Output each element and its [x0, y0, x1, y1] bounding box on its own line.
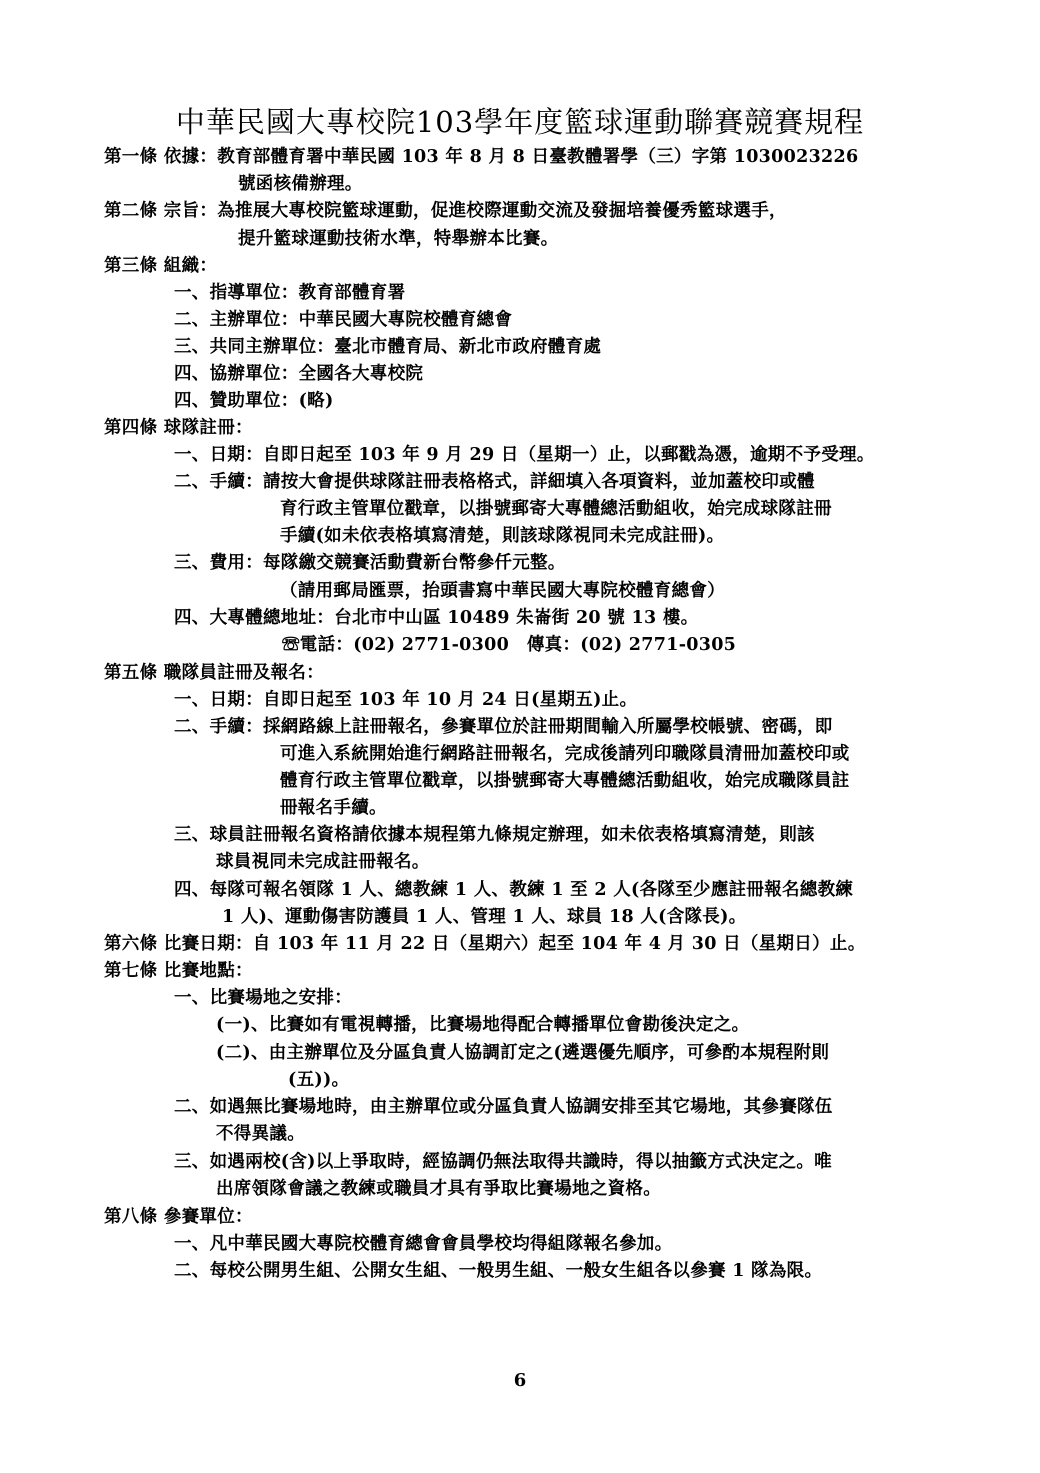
article-1-line-2: 號函核備辦理。 [238, 174, 363, 194]
article-7-item-3-line-2: 出席領隊會議之教練或職員才具有爭取比賽場地之資格。 [216, 1179, 661, 1199]
article-5-item-2-line-1: 二、手續：採網路線上註冊報名，參賽單位於註冊期間輸入所屬學校帳號、密碼，即 [174, 717, 833, 737]
article-4-item-2-line-2: 育行政主管單位戳章，以掛號郵寄大專體總活動組收，始完成球隊註冊 [280, 499, 832, 519]
article-4-item-2-line-3: 手續(如未依表格填寫清楚，則該球隊視同未完成註冊)。 [280, 526, 725, 546]
article-4-item-1: 一、日期：自即日起至 103 年 9 月 29 日（星期一）止，以郵戳為憑，逾期不予受理。 [174, 445, 875, 465]
article-7-item-1: 一、比賽場地之安排： [174, 988, 352, 1008]
article-3-item-3: 三、共同主辦單位：臺北市體育局、新北市政府體育處 [174, 337, 602, 357]
article-8-item-1: 一、凡中華民國大專院校體育總會會員學校均得組隊報名參加。 [174, 1234, 673, 1254]
article-7-item-2-line-1: 二、如遇無比賽場地時，由主辦單位或分區負責人協調安排至其它場地，其參賽隊伍 [174, 1097, 833, 1117]
article-4-item-3-line-2: （請用郵局匯票，抬頭書寫中華民國大專院校體育總會） [280, 581, 725, 601]
article-5-item-3-line-2: 球員視同未完成註冊報名。 [216, 852, 430, 872]
article-3-heading: 第三條 組織： [104, 256, 218, 276]
article-4-item-4-line-2: ☏電話：(02) 2771-0300 傳真：(02) 2771-0305 [282, 635, 737, 655]
article-7-item-1-sub-2-line-2: (五))。 [288, 1070, 350, 1090]
article-5-item-1: 一、日期：自即日起至 103 年 10 月 24 日(星期五)止。 [174, 690, 638, 710]
article-7-item-1-sub-2-line-1: (二)、由主辦單位及分區負責人協調訂定之(遴選優先順序，可參酌本規程附則 [216, 1043, 830, 1063]
article-3-item-1: 一、指導單位：教育部體育署 [174, 283, 406, 303]
article-1-line-1: 第一條 依據：教育部體育署中華民國 103 年 8 月 8 日臺教體署學（三）字第 1030023226 [104, 147, 859, 167]
article-4-item-4-line-1: 四、大專體總地址：台北市中山區 10489 朱崙街 20 號 13 樓。 [174, 608, 699, 628]
article-7-item-2-line-2: 不得異議。 [216, 1124, 305, 1144]
article-3-item-2: 二、主辦單位：中華民國大專院校體育總會 [174, 310, 513, 330]
article-8-item-2: 二、每校公開男生組、公開女生組、一般男生組、一般女生組各以參賽 1 隊為限。 [174, 1261, 823, 1281]
article-2-line-2: 提升籃球運動技術水準，特舉辦本比賽。 [238, 229, 559, 249]
article-5-item-4-line-2: 1 人)、運動傷害防護員 1 人、管理 1 人、球員 18 人(含隊長)。 [222, 907, 747, 927]
article-4-heading: 第四條 球隊註冊： [104, 418, 253, 438]
page-number: 6 [513, 1370, 527, 1391]
article-5-item-3-line-1: 三、球員註冊報名資格請依據本規程第九條規定辦理，如未依表格填寫清楚，則該 [174, 825, 815, 845]
article-5-item-2-line-3: 體育行政主管單位戳章，以掛號郵寄大專體總活動組收，始完成職隊員註 [280, 771, 850, 791]
article-4-item-2-line-1: 二、手續：請按大會提供球隊註冊表格格式，詳細填入各項資料，並加蓋校印或體 [174, 472, 815, 492]
article-5-item-2-line-2: 可進入系統開始進行網路註冊報名，完成後請列印職隊員清冊加蓋校印或 [280, 744, 850, 764]
article-5-heading: 第五條 職隊員註冊及報名： [104, 663, 324, 683]
article-6-line: 第六條 比賽日期：自 103 年 11 月 22 日（星期六）起至 104 年 4 月 30 日（星期日）止。 [104, 934, 866, 954]
article-4-item-3-line-1: 三、費用：每隊繳交競賽活動費新台幣參仟元整。 [174, 553, 566, 573]
article-2-line-1: 第二條 宗旨：為推展大專校院籃球運動，促進校際運動交流及發掘培養優秀籃球選手， [104, 201, 787, 221]
article-7-item-3-line-1: 三、如遇兩校(含)以上爭取時，經協調仍無法取得共識時，得以抽籤方式決定之。唯 [174, 1152, 832, 1172]
article-7-item-1-sub-1: (一)、比賽如有電視轉播，比賽場地得配合轉播單位會勘後決定之。 [216, 1015, 750, 1035]
article-5-item-4-line-1: 四、每隊可報名領隊 1 人、總教練 1 人、教練 1 至 2 人(各隊至少應註冊報名總教練 [174, 880, 854, 900]
article-8-heading: 第八條 參賽單位： [104, 1207, 253, 1227]
document-title: 中華民國大專校院103學年度籃球運動聯賽競賽規程 [175, 105, 865, 139]
article-3-item-4: 四、協辦單位：全國各大專校院 [174, 364, 424, 384]
article-5-item-2-line-4: 冊報名手續。 [280, 798, 387, 818]
article-3-item-5: 四、贊助單位：(略) [174, 391, 334, 411]
article-7-heading: 第七條 比賽地點： [104, 961, 253, 981]
